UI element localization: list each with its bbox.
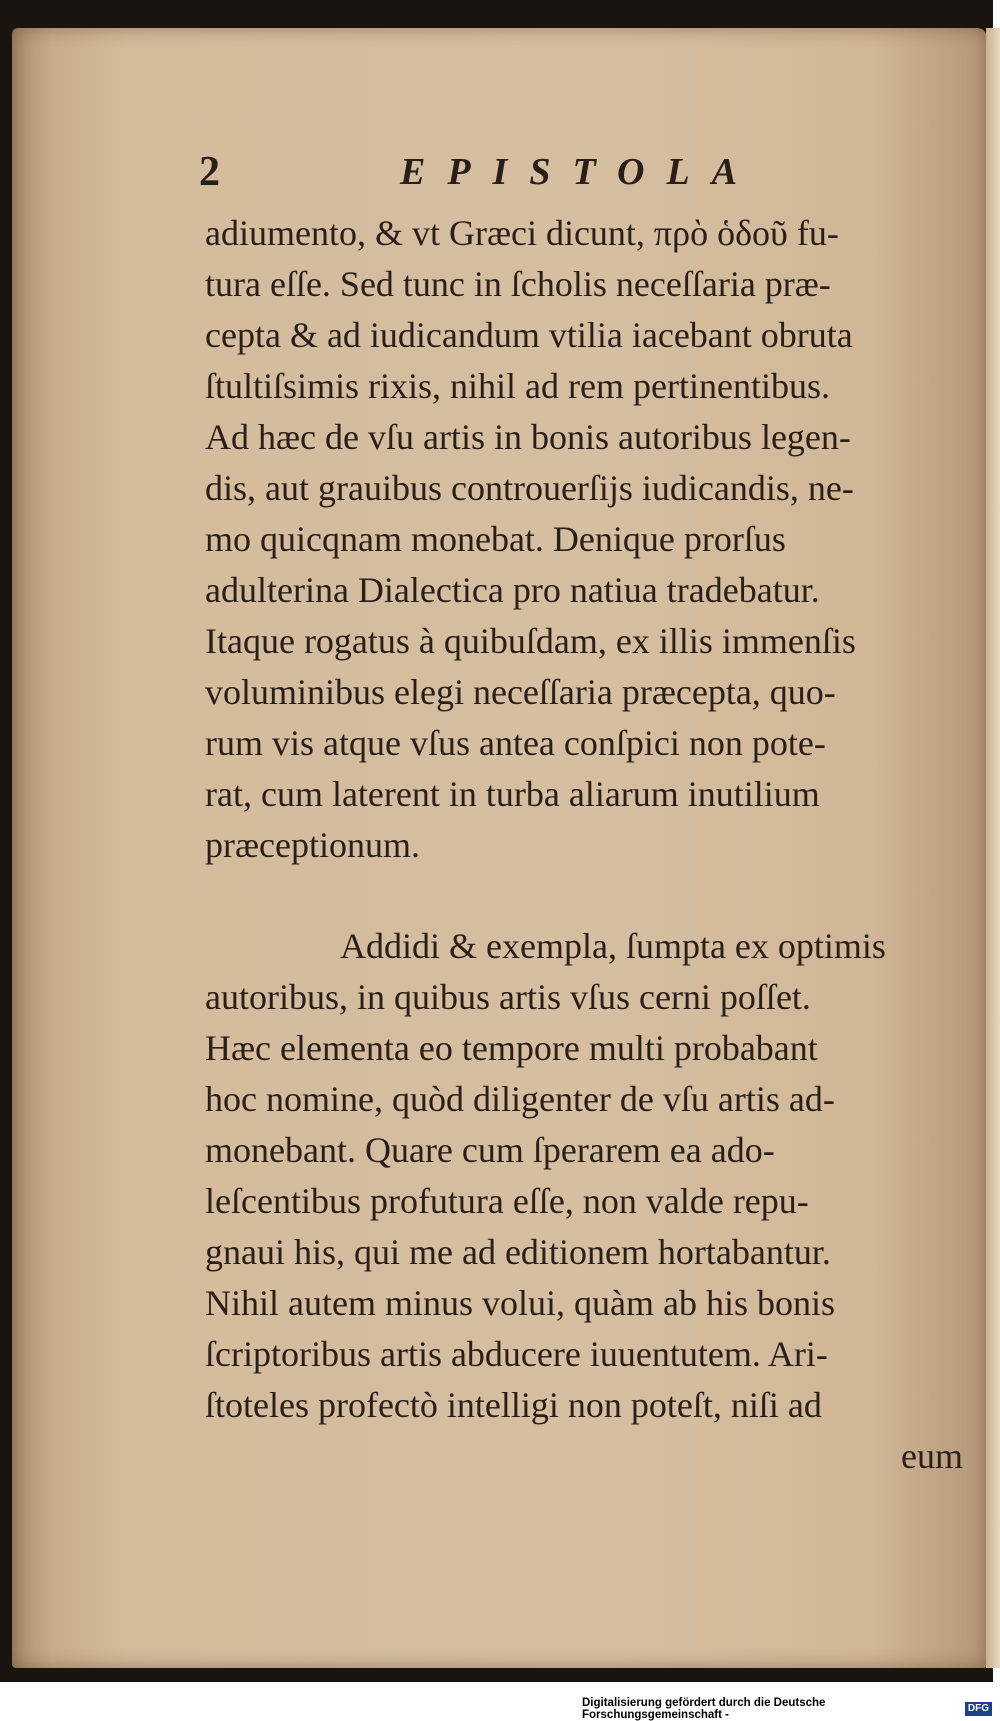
text-line: præceptionum. bbox=[205, 825, 420, 865]
text-line: mo quicqnam monebat. Denique prorſus bbox=[205, 519, 786, 559]
running-head: EPISTOLA bbox=[400, 151, 760, 193]
text-line: Itaque rogatus à quibuſdam, ex illis immenſis bbox=[205, 621, 856, 661]
text-line: adiumento, & vt Græci dicunt, πρὸ ὁδοῦ fu- bbox=[205, 213, 839, 253]
text-line: dis, aut grauibus controuerſijs iudicandis, ne- bbox=[205, 468, 854, 508]
text-line: voluminibus elegi neceſſaria præcepta, quo- bbox=[205, 672, 836, 712]
text-line: adulterina Dialectica pro natiua tradebatur. bbox=[205, 570, 820, 610]
paragraph-2 bbox=[205, 921, 965, 1431]
text-line: Addidi & exempla, ſumpta ex optimis bbox=[340, 926, 886, 966]
text-line: tura eſſe. Sed tunc in ſcholis neceſſaria præ- bbox=[205, 264, 831, 304]
text-line: autoribus, in quibus artis vſus cerni poſſet. bbox=[205, 977, 811, 1017]
text-line: Ad hæc de vſu artis in bonis autoribus legen- bbox=[205, 417, 851, 457]
dfg-logo-icon: DFG bbox=[965, 1702, 992, 1716]
page-fore-edge bbox=[986, 28, 1000, 1668]
text-line: ſtoteles profectò intelligi non poteſt, niſi ad bbox=[205, 1385, 822, 1425]
text-line: leſcentibus profutura eſſe, non valde repu- bbox=[205, 1181, 809, 1221]
catchword: eum bbox=[901, 1436, 963, 1476]
page-header bbox=[199, 148, 965, 208]
text-line: gnaui his, qui me ad editionem hortabantur. bbox=[205, 1232, 831, 1272]
text-line: hoc nomine, quòd diligenter de vſu artis ad- bbox=[205, 1079, 835, 1119]
paragraph-1 bbox=[205, 208, 965, 871]
text-line: Nihil autem minus volui, quàm ab his bonis bbox=[205, 1283, 835, 1323]
digitization-credit bbox=[582, 1697, 992, 1721]
text-line: Hæc elementa eo tempore multi probabant bbox=[205, 1028, 818, 1068]
text-line: monebant. Quare cum ſperarem ea ado- bbox=[205, 1130, 775, 1170]
text-line: ſtultiſsimis rixis, nihil ad rem pertinentibus. bbox=[205, 366, 830, 406]
text-line: rum vis atque vſus antea conſpici non pote- bbox=[205, 723, 826, 763]
text-line: cepta & ad iudicandum vtilia iacebant obruta bbox=[205, 315, 853, 355]
text-line: ſcriptoribus artis abducere iuuentutem. Ari- bbox=[205, 1334, 828, 1374]
page-number: 2 bbox=[199, 149, 220, 195]
page-text bbox=[199, 148, 965, 1482]
text-line: rat, cum laterent in turba aliarum inutilium bbox=[205, 774, 820, 814]
credit-text: Digitalisierung gefördert durch die Deutsche Forschungsgemeinschaft - bbox=[582, 1697, 826, 1721]
